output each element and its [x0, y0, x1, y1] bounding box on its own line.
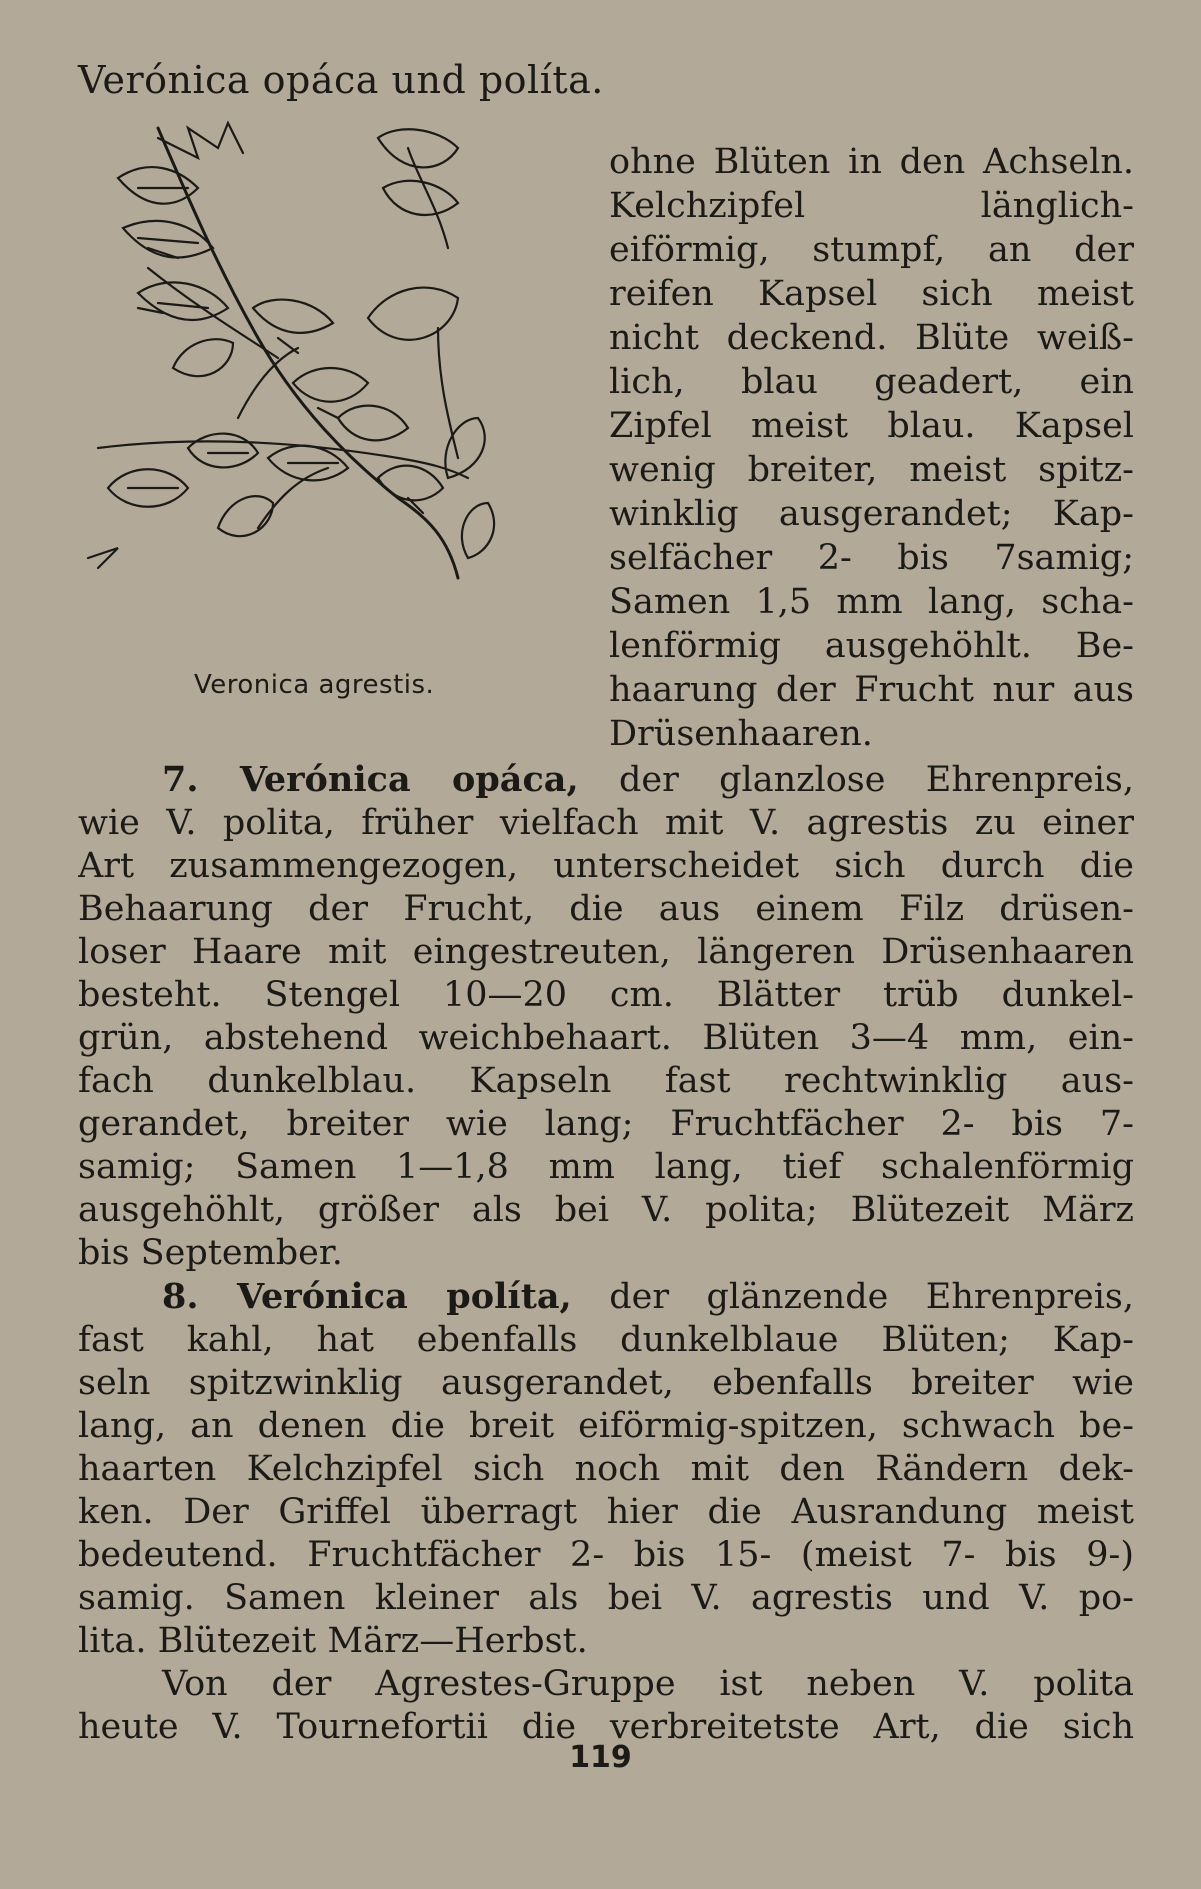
body-text-run: Von der Agrestes-Gruppe ist neben V. polita: [162, 1664, 1134, 1704]
body-text-run: Art zusammengezogen, unterscheidet sich durch die: [78, 846, 1134, 886]
body-text-run: heute V. Tournefortii die verbreitetste Art, die sich: [78, 1707, 1134, 1747]
body-text-run: gerandet, breiter wie lang; Fruchtfächer 2- bis 7-: [78, 1104, 1134, 1144]
body-text-line: [78, 1275, 1134, 1319]
body-text-line: [78, 1448, 1134, 1491]
body-text-run: der glänzende Ehrenpreis,: [571, 1277, 1134, 1317]
body-text-run: der glanzlose Ehrenpreis,: [578, 760, 1134, 800]
body-text-line: [78, 931, 1134, 974]
figure-caption: Veronica agrestis.: [194, 670, 435, 700]
body-text-run: haarten Kelchzipfel sich noch mit den Rändern dek-: [78, 1449, 1134, 1489]
side-text-line: lich, blau geadert, ein: [609, 362, 1134, 402]
side-text-line: reifen Kapsel sich meist: [609, 274, 1134, 314]
side-text-line: Zipfel meist blau. Kapsel: [609, 406, 1134, 446]
body-text-line: [78, 802, 1134, 845]
body-text-line: [78, 974, 1134, 1017]
body-text-run: grün, abstehend weichbehaart. Blüten 3—4 mm, ein-: [78, 1018, 1134, 1058]
side-text-line: Samen 1,5 mm lang, scha-: [609, 582, 1134, 622]
side-text-column: [609, 140, 1134, 756]
page-number: 119: [569, 1740, 632, 1775]
body-text-line: [78, 1491, 1134, 1534]
side-text-line: Kelchzipfel länglich-: [609, 186, 1134, 226]
side-text-line: ohne Blüten in den Achseln.: [609, 142, 1134, 182]
body-text-run: loser Haare mit eingestreuten, längeren Drüsenhaaren: [78, 932, 1134, 972]
botanical-illustration: [78, 118, 578, 678]
body-text-run: samig; Samen 1—1,8 mm lang, tief schalenförmig: [78, 1147, 1134, 1187]
body-text-line: [78, 1405, 1134, 1448]
species-heading: 8. Verónica políta,: [162, 1276, 572, 1317]
side-text-line: wenig breiter, meist spitz-: [609, 450, 1134, 490]
body-text-line: [78, 1620, 1134, 1663]
body-text-line: [78, 1362, 1134, 1405]
side-text-line: nicht deckend. Blüte weiß-: [609, 318, 1134, 358]
running-header: Verónica opáca und políta.: [78, 58, 604, 102]
body-text-run: Behaarung der Frucht, die aus einem Filz drüsen-: [78, 889, 1134, 929]
side-text-line: eiförmig, stumpf, an der: [609, 230, 1134, 270]
body-text-run: lita. Blütezeit März—Herbst.: [78, 1621, 588, 1661]
body-text-line: [78, 1663, 1134, 1706]
body-text-line: [78, 1319, 1134, 1362]
body-text-line: [78, 1017, 1134, 1060]
body-text-line: [78, 845, 1134, 888]
side-text-line: haarung der Frucht nur aus: [609, 670, 1134, 710]
body-text-run: seln spitzwinklig ausgerandet, ebenfalls breiter wie: [78, 1363, 1134, 1403]
veronica-plant-drawing: [78, 118, 578, 678]
body-text-run: ken. Der Griffel überragt hier die Ausrandung meist: [78, 1492, 1134, 1532]
body-text-run: bedeutend. Fruchtfächer 2- bis 15- (meist 7- bis 9-): [78, 1535, 1134, 1575]
species-heading: 7. Verónica opáca,: [162, 759, 579, 800]
body-text-run: besteht. Stengel 10—20 cm. Blätter trüb dunkel-: [78, 975, 1134, 1015]
body-text-line: [78, 1189, 1134, 1232]
body-text-run: fach dunkelblau. Kapseln fast rechtwinklig aus-: [78, 1061, 1134, 1101]
body-text-line: [78, 888, 1134, 931]
body-text-run: ausgehöhlt, größer als bei V. polita; Blütezeit März: [78, 1190, 1134, 1230]
main-text-body: [78, 758, 1134, 1749]
side-text-line: Drüsenhaaren.: [609, 714, 873, 754]
body-text-line: [78, 1060, 1134, 1103]
body-text-line: [78, 1534, 1134, 1577]
body-text-line: [78, 1103, 1134, 1146]
body-text-line: [78, 1232, 1134, 1275]
side-text-line: lenförmig ausgehöhlt. Be-: [609, 626, 1134, 666]
body-text-line: [78, 758, 1134, 802]
body-text-line: [78, 1577, 1134, 1620]
body-text-run: fast kahl, hat ebenfalls dunkelblaue Blüten; Kap-: [78, 1320, 1134, 1360]
side-text-line: selfächer 2- bis 7samig;: [609, 538, 1134, 578]
body-text-run: lang, an denen die breit eiförmig-spitzen, schwach be-: [78, 1406, 1134, 1446]
body-text-line: [78, 1146, 1134, 1189]
body-text-run: wie V. polita, früher vielfach mit V. agrestis zu einer: [78, 803, 1134, 843]
side-text-line: winklig ausgerandet; Kap-: [609, 494, 1134, 534]
body-text-run: bis September.: [78, 1233, 343, 1273]
body-text-run: samig. Samen kleiner als bei V. agrestis und V. po-: [78, 1578, 1134, 1618]
